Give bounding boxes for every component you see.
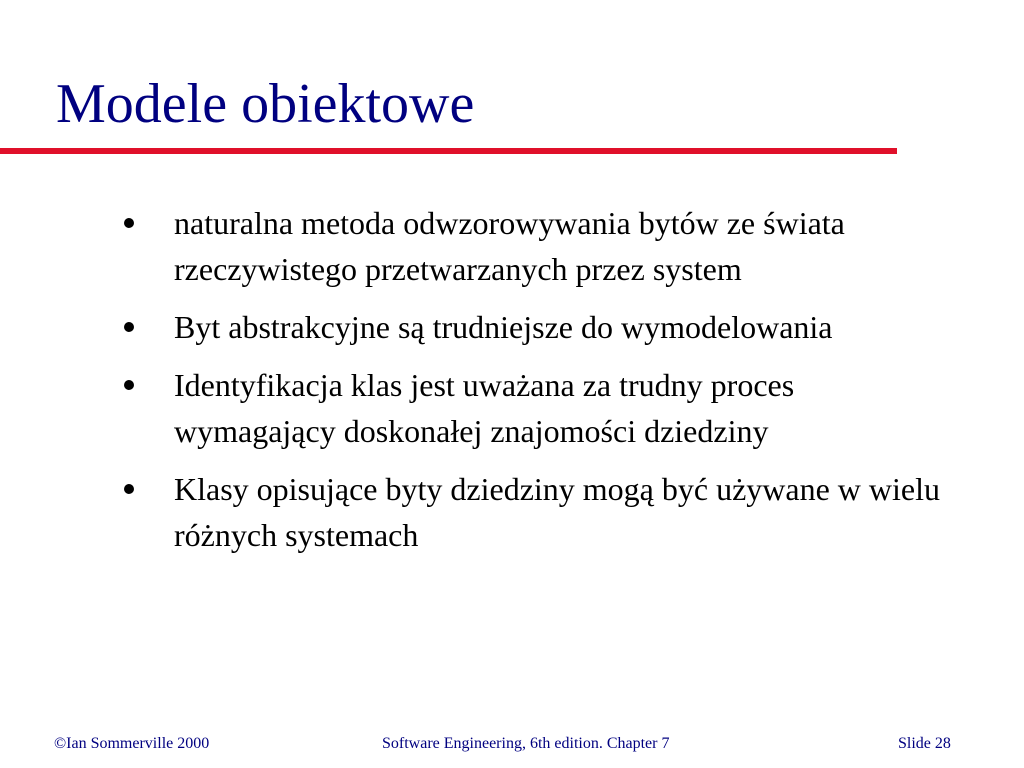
bullet-text: Identyfikacja klas jest uważana za trudny proces wymagający doskonałej znajomości dziedziny xyxy=(174,367,795,449)
bullet-text: Klasy opisujące byty dziedziny mogą być używane w wielu różnych systemach xyxy=(174,471,940,553)
bullet-dot-icon xyxy=(124,322,134,332)
footer-book-title: Software Engineering, 6th edition. Chapter 7 xyxy=(382,735,670,752)
bullet-text: naturalna metoda odwzorowywania bytów ze świata rzeczywistego przetwarzanych przez system xyxy=(174,205,845,287)
bullet-item xyxy=(120,200,960,292)
bullet-list xyxy=(120,200,960,570)
bullet-item xyxy=(120,362,960,454)
bullet-dot-icon xyxy=(124,380,134,390)
footer-slide-number: Slide 28 xyxy=(898,735,951,752)
footer-copyright: ©Ian Sommerville 2000 xyxy=(54,735,210,752)
bullet-item xyxy=(120,466,960,558)
bullet-text: Byt abstrakcyjne są trudniejsze do wymodelowania xyxy=(174,309,833,345)
slide-title: Modele obiektowe xyxy=(56,73,475,135)
title-underline xyxy=(0,148,897,154)
bullet-dot-icon xyxy=(124,484,134,494)
bullet-dot-icon xyxy=(124,218,134,228)
bullet-item xyxy=(120,304,960,350)
